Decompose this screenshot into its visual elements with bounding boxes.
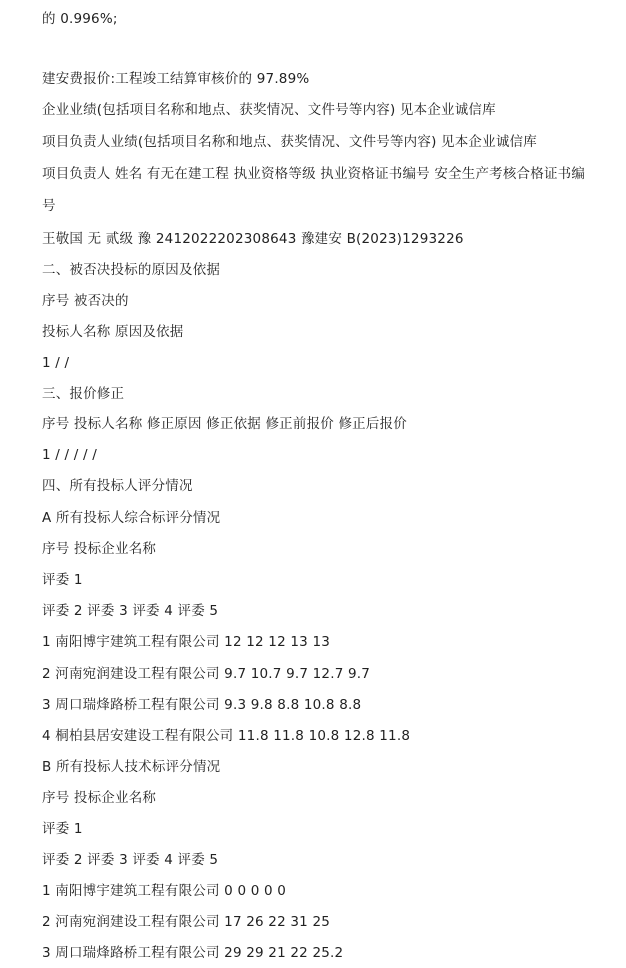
text-line: 序号 被否决的: [42, 293, 129, 309]
text-line: 项目负责人 姓名 有无在建工程 执业资格等级 执业资格证书编号 安全生产考核合格证书编: [42, 166, 586, 182]
text-line: 评委 2 评委 3 评委 4 评委 5: [42, 603, 219, 619]
text-line: 建安费报价:工程竣工结算审核价的 97.89%: [42, 71, 310, 87]
subsection-heading: B 所有投标人技术标评分情况: [42, 759, 221, 775]
subsection-heading: A 所有投标人综合标评分情况: [42, 510, 221, 526]
text-line: 1 / /: [42, 355, 70, 371]
text-line: 评委 2 评委 3 评委 4 评委 5: [42, 852, 219, 868]
text-line: 企业业绩(包括项目名称和地点、获奖情况、文件号等内容) 见本企业诚信库: [42, 102, 496, 118]
section-heading: 二、被否决投标的原因及依据: [42, 262, 221, 278]
text-line: 序号 投标企业名称: [42, 790, 157, 806]
text-line: 项目负责人业绩(包括项目名称和地点、获奖情况、文件号等内容) 见本企业诚信库: [42, 134, 537, 150]
score-row: 3 周口瑞烽路桥工程有限公司 9.3 9.8 8.8 10.8 8.8: [42, 697, 362, 713]
score-row: 3 周口瑞烽路桥工程有限公司 29 29 21 22 25.2: [42, 945, 344, 961]
score-row: 1 南阳博宇建筑工程有限公司 0 0 0 0 0: [42, 883, 287, 899]
text-line: 的 0.996%;: [42, 11, 118, 27]
section-heading: 四、所有投标人评分情况: [42, 478, 193, 494]
score-row: 4 桐柏县居安建设工程有限公司 11.8 11.8 10.8 12.8 11.8: [42, 728, 411, 744]
text-line: 号: [42, 198, 56, 214]
text-line: 1 / / / / /: [42, 447, 97, 463]
text-line: 评委 1: [42, 821, 83, 837]
text-line: 评委 1: [42, 572, 83, 588]
score-row: 2 河南宛润建设工程有限公司 17 26 22 31 25: [42, 914, 331, 930]
score-row: 1 南阳博宇建筑工程有限公司 12 12 12 13 13: [42, 634, 331, 650]
text-line: 王敬国 无 贰级 豫 2412022202308643 豫建安 B(2023)1293226: [42, 231, 464, 247]
text-line: 投标人名称 原因及依据: [42, 324, 184, 340]
text-line: 序号 投标企业名称: [42, 541, 157, 557]
score-row: 2 河南宛润建设工程有限公司 9.7 10.7 9.7 12.7 9.7: [42, 666, 371, 682]
text-line: 序号 投标人名称 修正原因 修正依据 修正前报价 修正后报价: [42, 416, 407, 432]
section-heading: 三、报价修正: [42, 386, 125, 402]
